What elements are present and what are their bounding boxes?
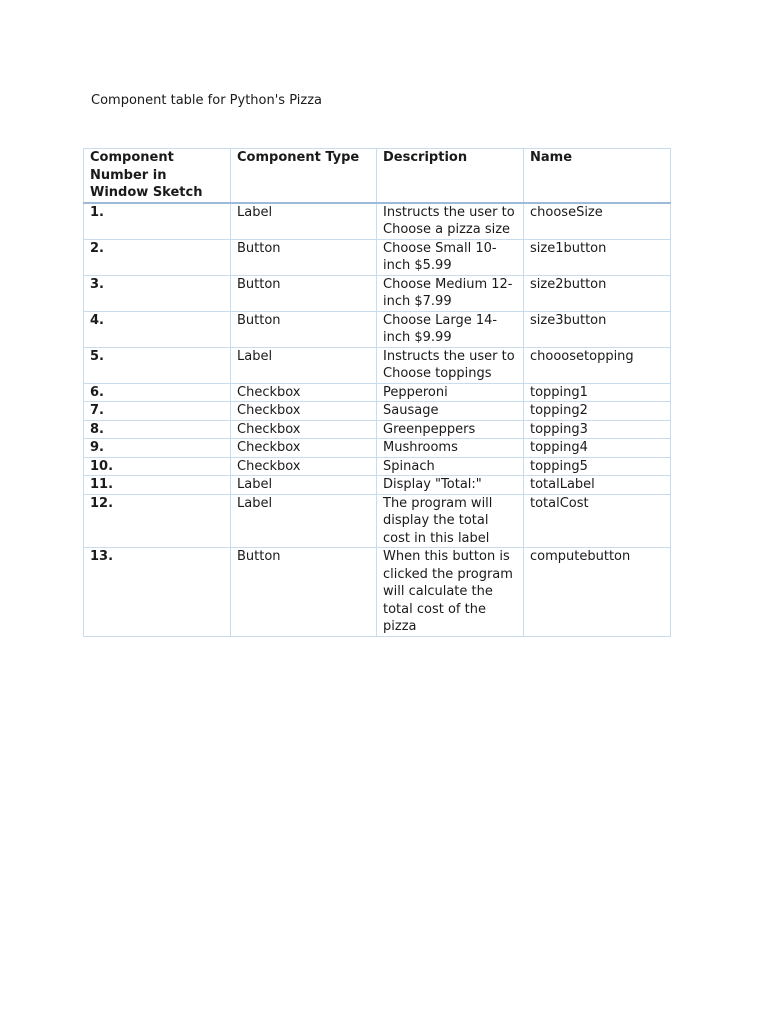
cell-description: Greenpeppers [377, 420, 524, 439]
cell-description: Choose Small 10-inch $5.99 [377, 239, 524, 275]
table-row [84, 275, 671, 311]
table-row [84, 203, 671, 240]
cell-type: Label [231, 494, 377, 548]
cell-name: totalLabel [524, 476, 671, 495]
cell-name: size2button [524, 275, 671, 311]
cell-number: 9. [84, 439, 231, 458]
cell-type: Checkbox [231, 402, 377, 421]
cell-type: Checkbox [231, 383, 377, 402]
table-row [84, 402, 671, 421]
table-row [84, 494, 671, 548]
table-row [84, 457, 671, 476]
header-component-type: Component Type [231, 149, 377, 203]
cell-description: Sausage [377, 402, 524, 421]
cell-description: The program will display the total cost in this label [377, 494, 524, 548]
cell-name: size3button [524, 311, 671, 347]
component-table [83, 148, 671, 637]
cell-description: Spinach [377, 457, 524, 476]
cell-name: topping4 [524, 439, 671, 458]
cell-description: Mushrooms [377, 439, 524, 458]
header-component-number: Component Number in Window Sketch [84, 149, 231, 203]
cell-number: 12. [84, 494, 231, 548]
cell-type: Button [231, 311, 377, 347]
table-row [84, 383, 671, 402]
cell-type: Label [231, 476, 377, 495]
cell-description: Instructs the user to Choose toppings [377, 347, 524, 383]
document-title: Component table for Python's Pizza [91, 93, 322, 108]
cell-type: Label [231, 203, 377, 240]
cell-type: Button [231, 239, 377, 275]
cell-number: 5. [84, 347, 231, 383]
cell-description: Choose Medium 12-inch $7.99 [377, 275, 524, 311]
table-row [84, 420, 671, 439]
cell-name: size1button [524, 239, 671, 275]
cell-type: Label [231, 347, 377, 383]
cell-description: Choose Large 14-inch $9.99 [377, 311, 524, 347]
cell-number: 4. [84, 311, 231, 347]
cell-number: 13. [84, 548, 231, 637]
cell-description: Pepperoni [377, 383, 524, 402]
table-row [84, 347, 671, 383]
cell-type: Checkbox [231, 457, 377, 476]
cell-type: Button [231, 548, 377, 637]
table-row [84, 311, 671, 347]
cell-name: topping3 [524, 420, 671, 439]
header-name: Name [524, 149, 671, 203]
cell-name: topping2 [524, 402, 671, 421]
header-row [84, 149, 671, 203]
cell-number: 7. [84, 402, 231, 421]
cell-description: Display "Total:" [377, 476, 524, 495]
table-row [84, 239, 671, 275]
cell-type: Checkbox [231, 439, 377, 458]
cell-number: 10. [84, 457, 231, 476]
cell-name: chooosetopping [524, 347, 671, 383]
cell-number: 1. [84, 203, 231, 240]
cell-description: When this button is clicked the program will calculate the total cost of the pizza [377, 548, 524, 637]
cell-number: 2. [84, 239, 231, 275]
cell-number: 6. [84, 383, 231, 402]
cell-number: 3. [84, 275, 231, 311]
cell-number: 11. [84, 476, 231, 495]
table-row [84, 548, 671, 637]
cell-type: Button [231, 275, 377, 311]
header-description: Description [377, 149, 524, 203]
table-body [84, 203, 671, 637]
cell-name: topping5 [524, 457, 671, 476]
cell-type: Checkbox [231, 420, 377, 439]
table-header [84, 149, 671, 203]
cell-name: computebutton [524, 548, 671, 637]
table-row [84, 476, 671, 495]
cell-name: topping1 [524, 383, 671, 402]
cell-description: Instructs the user to Choose a pizza size [377, 203, 524, 240]
table-row [84, 439, 671, 458]
cell-name: chooseSize [524, 203, 671, 240]
cell-number: 8. [84, 420, 231, 439]
cell-name: totalCost [524, 494, 671, 548]
